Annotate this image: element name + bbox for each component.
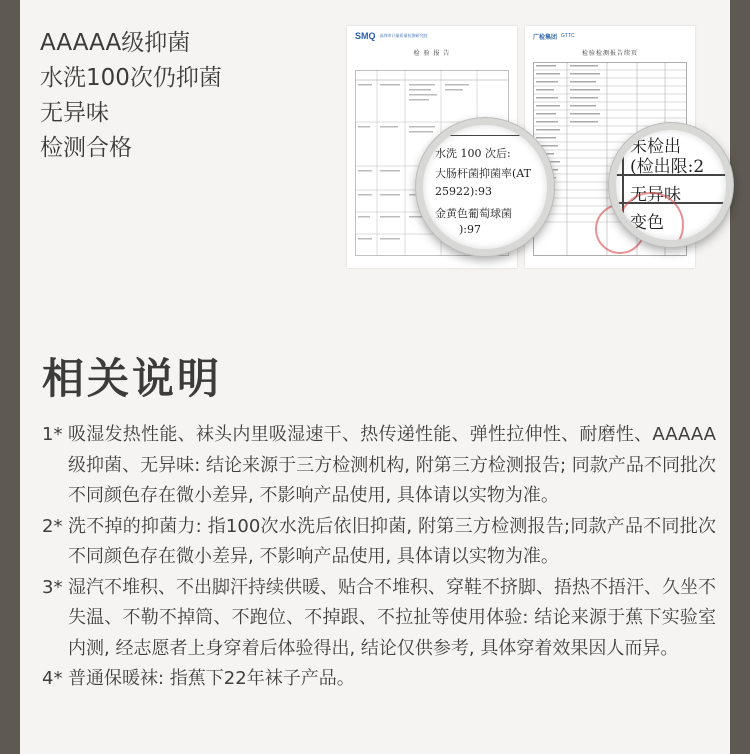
feature-item: 水洗100次仍抑菌 [40,65,222,91]
magnifier-right [609,123,733,247]
notes-list [42,420,716,695]
smq-logo: SMQ [355,31,376,41]
magnified-text: 水洗 100 次后: [435,147,511,160]
magnified-text: 变色 [630,213,664,233]
note-text: 普通保暖袜: 指蕉下22年袜子产品。 [68,668,355,689]
report-header [347,26,517,46]
magnified-text: 未检出 [630,137,681,157]
note-text: 吸湿发热性能、袜头内里吸湿速干、热传递性能、弹性拉伸性、耐磨性、AAAAA级抑菌、无异味: 结论来源于三方检测机构, 附第三方检测报告; 同款产品不同批次不同颜色存在微小差异, 不影响产品使用, 具体请以实物为准。 [68,424,716,506]
magnified-text: (检出限:2 [630,157,705,177]
report-title: 检 验 报 告 [413,50,451,57]
table-rule [423,135,547,136]
note-text: 湿汽不堆积、不出脚汗持续供暖、贴合不堆积、穿鞋不挤脚、捂热不捂汗、久坐不失温、不勒不掉筒、不跑位、不掉跟、不拉扯等使用体验: 结论来源于蕉下实验室内测, 经志愿者上身穿着后体验得出, 结论仅供参考, 具体穿着效果因人而异。 [68,576,716,659]
note-number: 1* [42,424,63,445]
note-number: 4* [42,668,63,689]
note-item [42,573,716,665]
feature-list [40,26,340,166]
magnified-text: 大肠杆菌抑菌率(AT [435,167,531,180]
report-header [525,26,695,46]
report-org: 深圳市计量质量检测研究院 [379,33,428,38]
note-text: 洗不掉的抑菌力: 指100次水洗后依旧抑菌, 附第三方检测报告;同款产品不同批次不同颜色存在微小差异, 不影响产品使用, 具体请以实物为准。 [68,515,716,567]
gttc-logo-sub: GTTC [561,33,575,39]
feature-item: 检测合格 [40,135,132,161]
magnifier-left [416,118,554,256]
report-title: 检验检测报告续页 [581,50,638,57]
feature-item: AAAAA级抑菌 [40,30,191,56]
section-title: 相关说明 [42,354,223,403]
note-item [42,420,716,512]
note-number: 2* [42,515,63,537]
content-panel [20,0,730,754]
magnified-text: ):97 [459,223,481,236]
magnified-text: 25922):93 [435,185,492,198]
gttc-logo: 广检集团 [533,34,558,41]
note-item [42,512,716,573]
feature-item: 无异味 [40,100,109,126]
note-item [42,664,716,695]
magnified-text: 无异味 [630,185,681,205]
note-number: 3* [42,576,63,598]
magnified-text: 金黄色葡萄球菌 [435,207,512,220]
